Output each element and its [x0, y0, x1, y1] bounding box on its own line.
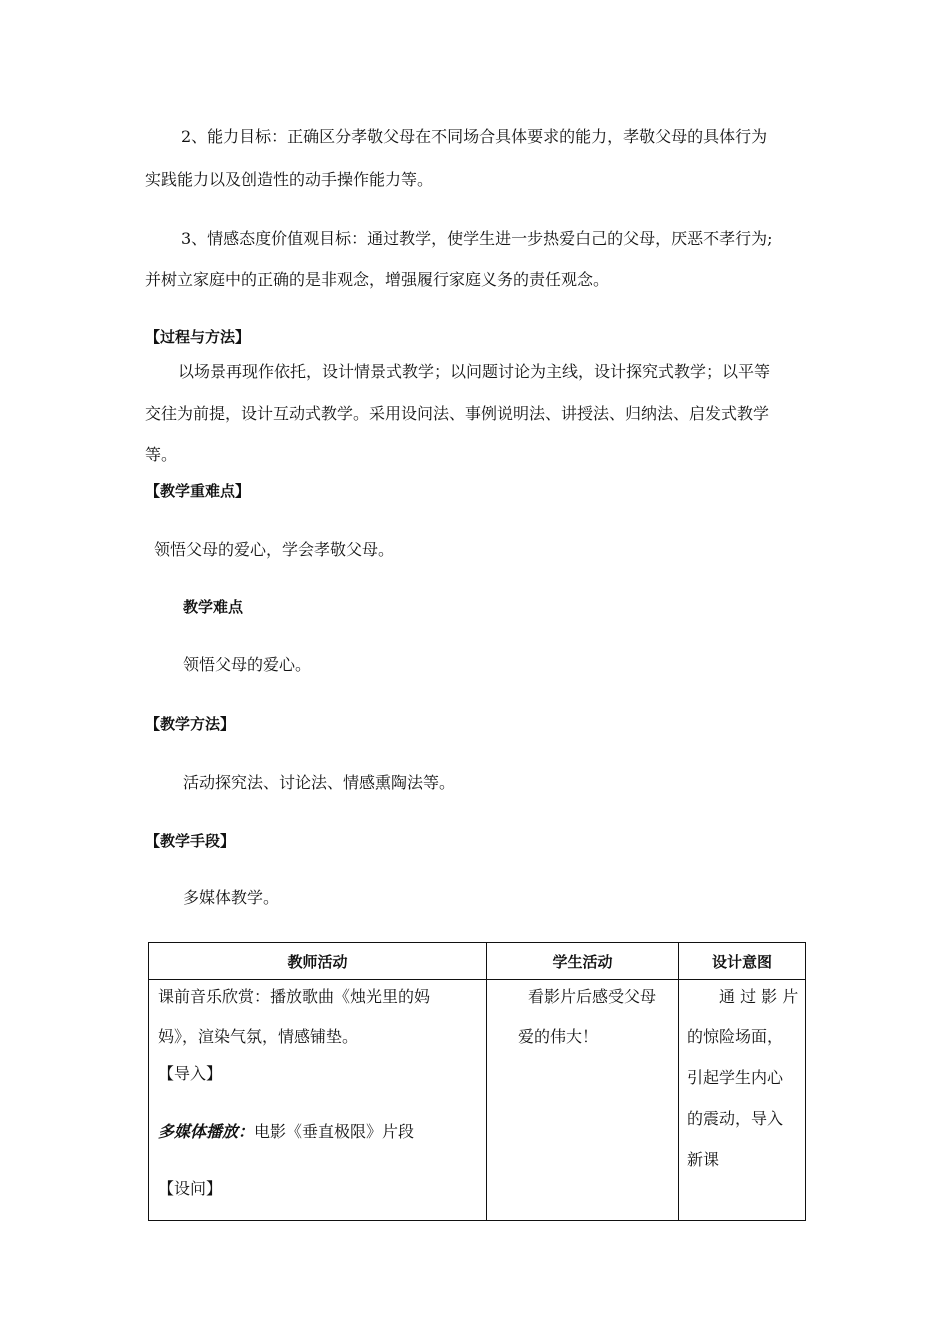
intent-line1: 通 过 影 片	[719, 987, 799, 1006]
teacher-activity-cell	[149, 980, 487, 1221]
means-heading: 【教学手段】	[145, 832, 236, 850]
methods-heading: 【教学方法】	[145, 715, 236, 733]
methods-text: 活动探究法、讨论法、情感熏陶法等。	[183, 773, 456, 792]
key-points-text: 领悟父母的爱心，学会孝敬父母。	[154, 540, 395, 559]
header-teacher-activity: 教师活动	[149, 943, 487, 980]
design-intent-cell	[679, 980, 806, 1221]
intent-line5: 新课	[687, 1150, 720, 1169]
media-text: 电影《垂直极限》片段	[254, 1122, 415, 1141]
teacher-media	[158, 1122, 414, 1142]
process-line1: 以场景再现作依托，设计情景式教学；以问题讨论为主线，设计探究式教学；以平等	[178, 362, 771, 381]
emotion-goal-line1: 3、情感态度价值观目标：通过教学，使学生进一步热爱白己的父母，厌恶不孝行为;	[181, 229, 773, 248]
teacher-intro: 【导入】	[158, 1064, 223, 1083]
teacher-line2: 妈》，渲染气氛，情感铺垫。	[158, 1027, 359, 1046]
table-row	[149, 980, 806, 1221]
header-student-activity: 学生活动	[487, 943, 679, 980]
media-label: 多媒体播放：	[158, 1122, 255, 1141]
ability-goal-line1: 2、能力目标：正确区分孝敬父母在不同场合具体要求的能力，孝敬父母的具体行为	[181, 127, 768, 146]
process-line3: 等。	[145, 445, 178, 464]
emotion-goal-line2: 并树立家庭中的正确的是非观念，增强履行家庭义务的责任观念。	[145, 270, 610, 289]
intent-line3: 引起学生内心	[687, 1068, 784, 1087]
teacher-line1: 课前音乐欣赏：播放歌曲《烛光里的妈	[158, 987, 431, 1006]
difficulty-text: 领悟父母的爱心。	[183, 655, 312, 674]
means-text: 多媒体教学。	[183, 888, 280, 907]
student-line1: 看影片后感受父母	[528, 987, 657, 1006]
process-line2: 交往为前提，设计互动式教学。采用设问法、事例说明法、讲授法、归纳法、启发式教学	[145, 404, 770, 423]
student-line2: 爱的伟大！	[518, 1027, 599, 1046]
intent-line4: 的震动，导入	[687, 1109, 784, 1128]
ability-goal-line2: 实践能力以及创造性的动手操作能力等。	[145, 170, 434, 189]
table-header-row	[149, 943, 806, 980]
key-points-heading: 【教学重难点】	[145, 482, 251, 500]
intent-line2: 的惊险场面，	[687, 1027, 784, 1046]
lesson-table	[148, 942, 806, 1221]
student-activity-cell	[487, 980, 679, 1221]
teacher-question: 【设问】	[158, 1179, 223, 1198]
header-design-intent: 设计意图	[679, 943, 806, 980]
process-heading: 【过程与方法】	[145, 328, 251, 346]
difficulty-label: 教学难点	[183, 598, 244, 616]
